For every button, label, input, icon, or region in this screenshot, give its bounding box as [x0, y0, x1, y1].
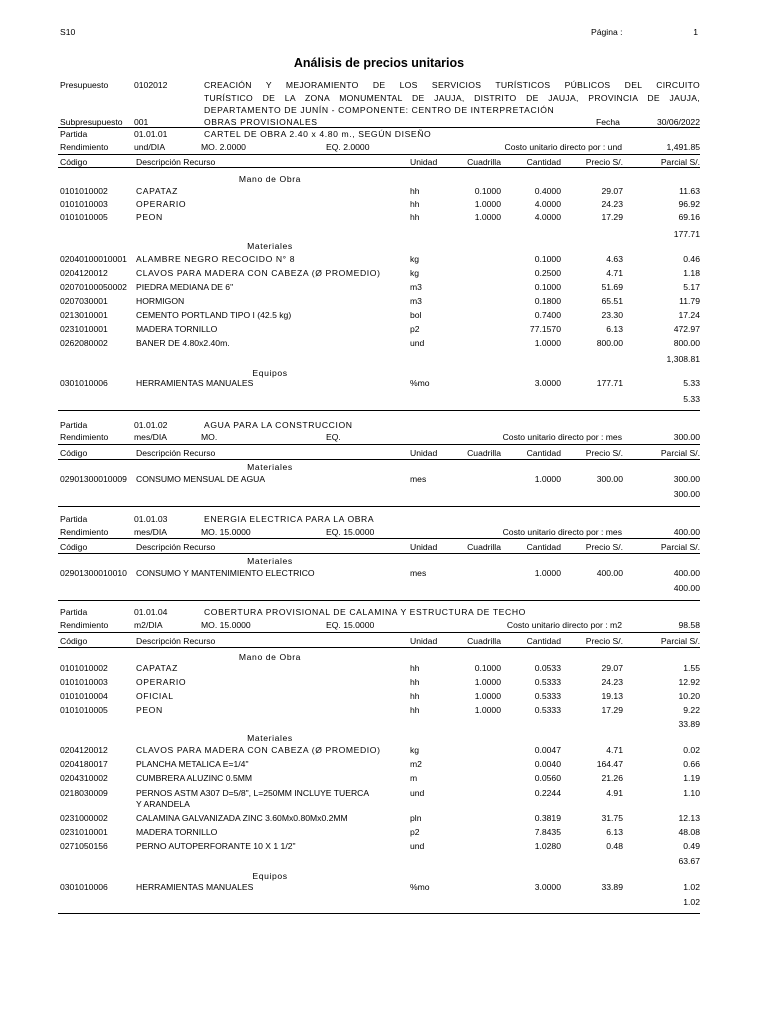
row-precio: 21.26	[601, 773, 623, 783]
row-unit: %mo	[410, 378, 430, 388]
row-precio: 0.48	[606, 841, 623, 851]
row-code: 0204120012	[60, 745, 108, 755]
row-precio: 24.23	[601, 199, 623, 209]
section-title: Materiales	[247, 556, 293, 566]
col-codigo: Código	[60, 157, 88, 167]
row-code: 02070100050002	[60, 282, 127, 292]
equipo-rend: EQ. 15.0000	[326, 527, 375, 537]
presupuesto-desc-line3: DEPARTAMENTO DE JUNÍN - COMPONENTE: CENTRO DE INTERPRETACIÓN	[204, 105, 555, 115]
row-desc-continued: Y ARANDELA	[136, 799, 190, 809]
row-unit: kg	[410, 268, 420, 278]
col-cuadrilla: Cuadrilla	[467, 157, 501, 167]
row-unit: mes	[410, 568, 427, 578]
row-precio: 4.63	[606, 254, 623, 264]
row-code: 0204310002	[60, 773, 108, 783]
row-unit: bol	[410, 310, 422, 320]
rendimiento-unit: und/DIA	[134, 142, 166, 152]
row-desc: CUMBRERA ALUZINC 0.5MM	[136, 773, 253, 783]
row-unit: m2	[410, 759, 422, 769]
costo-unitario-value: 98.58	[678, 620, 700, 630]
row-cantidad: 3.0000	[534, 882, 561, 892]
mano-obra-rend: MO. 15.0000	[201, 620, 251, 630]
row-cantidad: 0.5333	[534, 705, 561, 715]
row-cantidad: 0.4000	[534, 186, 561, 196]
row-desc: CLAVOS PARA MADERA CON CABEZA (Ø PROMEDIO)	[136, 745, 381, 755]
row-code: 0231000002	[60, 813, 108, 823]
row-cantidad: 0.7400	[534, 310, 561, 320]
presupuesto-code: 0102012	[134, 80, 168, 90]
row-parcial: 17.24	[678, 310, 700, 320]
row-unit: hh	[410, 677, 420, 687]
row-cantidad: 4.0000	[534, 199, 561, 209]
row-parcial: 5.33	[683, 378, 700, 388]
divider	[58, 167, 700, 168]
section-title: Materiales	[247, 462, 293, 472]
row-desc: PERNOS ASTM A307 D=5/8", L=250MM INCLUYE TUERCA	[136, 788, 370, 798]
equipo-rend: EQ.	[326, 432, 341, 442]
col-descripcion: Descripción Recurso	[136, 448, 216, 458]
row-desc: PEON	[136, 705, 163, 715]
row-code: 0101010004	[60, 691, 108, 701]
row-desc: PERNO AUTOPERFORANTE 10 X 1 1/2"	[136, 841, 296, 851]
costo-unitario-value: 300.00	[673, 432, 700, 442]
row-parcial: 48.08	[678, 827, 700, 837]
presupuesto-label: Presupuesto	[60, 80, 109, 90]
section-title: Mano de Obra	[238, 652, 302, 662]
row-parcial: 12.13	[678, 813, 700, 823]
row-cantidad: 0.5333	[534, 691, 561, 701]
partida-code: 01.01.02	[134, 420, 168, 430]
partida-label: Partida	[60, 129, 88, 139]
row-code: 02901300010009	[60, 474, 127, 484]
row-unit: und	[410, 841, 425, 851]
row-cantidad: 1.0000	[534, 474, 561, 484]
row-unit: p2	[410, 827, 420, 837]
row-precio: 29.07	[601, 663, 623, 673]
row-desc: CALAMINA GALVANIZADA ZINC 3.60Mx0.80Mx0.2MM	[136, 813, 348, 823]
row-precio: 29.07	[601, 186, 623, 196]
row-precio: 65.51	[601, 296, 623, 306]
row-cantidad: 0.0040	[534, 759, 561, 769]
section-subtotal: 33.89	[678, 719, 700, 729]
row-desc: HERRAMIENTAS MANUALES	[136, 882, 254, 892]
row-desc: CONSUMO MENSUAL DE AGUA	[136, 474, 266, 484]
partida-code: 01.01.01	[134, 129, 168, 139]
row-code: 0301010006	[60, 378, 108, 388]
row-cantidad: 1.0280	[534, 841, 561, 851]
row-parcial: 12.92	[678, 677, 700, 687]
partida-code: 01.01.03	[134, 514, 168, 524]
row-parcial: 96.92	[678, 199, 700, 209]
row-unit: mes	[410, 474, 427, 484]
row-unit: kg	[410, 745, 420, 755]
row-desc: BANER DE 4.80x2.40m.	[136, 338, 230, 348]
row-cuadrilla: 1.0000	[474, 677, 501, 687]
row-unit: hh	[410, 691, 420, 701]
row-parcial: 11.79	[679, 296, 700, 306]
row-desc: OPERARIO	[136, 199, 187, 209]
row-desc: CONSUMO Y MANTENIMIENTO ELECTRICO	[136, 568, 315, 578]
divider	[58, 600, 700, 601]
row-precio: 800.00	[596, 338, 623, 348]
section-title: Equipos	[252, 368, 288, 378]
row-desc: CLAVOS PARA MADERA CON CABEZA (Ø PROMEDIO)	[136, 268, 381, 278]
row-cantidad: 4.0000	[534, 212, 561, 222]
row-parcial: 800.00	[673, 338, 700, 348]
row-code: 0101010002	[60, 186, 108, 196]
row-code: 0207030001	[60, 296, 108, 306]
section-title: Materiales	[247, 733, 293, 743]
row-cuadrilla: 1.0000	[474, 691, 501, 701]
rendimiento-unit: mes/DIA	[134, 527, 167, 537]
presupuesto-desc-line1: CREACIÓN Y MEJORAMIENTO DE LOS SERVICIOS TURÍSTICOS PÚBLICOS DEL CIRCUITO	[204, 80, 700, 90]
row-desc: CEMENTO PORTLAND TIPO I (42.5 kg)	[136, 310, 292, 320]
row-cantidad: 0.3819	[534, 813, 561, 823]
row-desc: MADERA TORNILLO	[136, 827, 218, 837]
costo-unitario-label: Costo unitario directo por : mes	[502, 432, 622, 442]
row-code: 0213010001	[60, 310, 108, 320]
row-parcial: 1.19	[683, 773, 700, 783]
subpresupuesto-desc: OBRAS PROVISIONALES	[204, 117, 318, 127]
fecha-label: Fecha	[596, 117, 620, 127]
costo-unitario-value: 400.00	[673, 527, 700, 537]
mano-obra-rend: MO. 15.0000	[201, 527, 251, 537]
row-parcial: 0.49	[683, 841, 700, 851]
row-unit: hh	[410, 663, 420, 673]
row-cantidad: 77.1570	[529, 324, 561, 334]
fecha-value: 30/06/2022	[656, 117, 700, 127]
divider	[58, 410, 700, 411]
col-cantidad: Cantidad	[526, 448, 561, 458]
mano-obra-rend: MO.	[201, 432, 218, 442]
row-precio: 4.71	[606, 268, 623, 278]
page-title: Análisis de precios unitarios	[293, 56, 465, 70]
col-unidad: Unidad	[410, 157, 438, 167]
row-code: 0101010005	[60, 212, 108, 222]
row-parcial: 472.97	[673, 324, 700, 334]
row-code: 0231010001	[60, 324, 108, 334]
row-precio: 24.23	[601, 677, 623, 687]
row-parcial: 9.22	[683, 705, 700, 715]
col-cantidad: Cantidad	[526, 636, 561, 646]
row-precio: 6.13	[606, 827, 623, 837]
col-cuadrilla: Cuadrilla	[467, 448, 501, 458]
col-precio: Precio S/.	[585, 157, 623, 167]
row-desc: PEON	[136, 212, 163, 222]
row-precio: 51.69	[601, 282, 623, 292]
row-code: 0101010002	[60, 663, 108, 673]
row-parcial: 11.63	[679, 186, 700, 196]
row-unit: m3	[410, 296, 422, 306]
row-cantidad: 0.2500	[534, 268, 561, 278]
row-parcial: 0.66	[683, 759, 700, 769]
row-unit: hh	[410, 705, 420, 715]
divider	[58, 553, 700, 554]
divider	[58, 913, 700, 914]
col-parcial: Parcial S/.	[660, 157, 700, 167]
costo-unitario-label: Costo unitario directo por : mes	[502, 527, 622, 537]
col-cuadrilla: Cuadrilla	[467, 636, 501, 646]
row-precio: 6.13	[606, 324, 623, 334]
subpresupuesto-code: 001	[134, 117, 149, 127]
row-unit: hh	[410, 199, 420, 209]
col-codigo: Código	[60, 448, 88, 458]
row-precio: 19.13	[601, 691, 623, 701]
costo-unitario-value: 1,491.85	[666, 142, 700, 152]
row-code: 0271050156	[60, 841, 108, 851]
partida-label: Partida	[60, 514, 88, 524]
rendimiento-label: Rendimiento	[60, 142, 109, 152]
col-unidad: Unidad	[410, 542, 438, 552]
row-cantidad: 0.1800	[534, 296, 561, 306]
row-unit: m3	[410, 282, 422, 292]
row-desc: PLANCHA METALICA E=1/4"	[136, 759, 249, 769]
divider	[58, 444, 700, 445]
row-precio: 17.29	[601, 212, 623, 222]
rendimiento-unit: mes/DIA	[134, 432, 167, 442]
rendimiento-label: Rendimiento	[60, 620, 109, 630]
row-precio: 33.89	[601, 882, 623, 892]
row-unit: hh	[410, 212, 420, 222]
row-desc: CAPATAZ	[136, 663, 178, 673]
section-title: Equipos	[252, 871, 288, 881]
section-subtotal: 400.00	[673, 583, 700, 593]
row-unit: kg	[410, 254, 420, 264]
equipo-rend: EQ. 2.0000	[326, 142, 370, 152]
row-precio: 400.00	[596, 568, 623, 578]
col-precio: Precio S/.	[585, 636, 623, 646]
row-cantidad: 0.0560	[534, 773, 561, 783]
row-precio: 17.29	[601, 705, 623, 715]
row-code: 0204180017	[60, 759, 108, 769]
row-parcial: 300.00	[673, 474, 700, 484]
col-unidad: Unidad	[410, 636, 438, 646]
col-precio: Precio S/.	[585, 542, 623, 552]
row-parcial: 0.02	[683, 745, 700, 755]
row-cantidad: 0.5333	[534, 677, 561, 687]
row-parcial: 1.55	[683, 663, 700, 673]
costo-unitario-label: Costo unitario directo por : und	[504, 142, 622, 152]
row-cuadrilla: 0.1000	[474, 663, 501, 673]
row-unit: und	[410, 338, 425, 348]
col-unidad: Unidad	[410, 448, 438, 458]
partida-name: ENERGIA ELECTRICA PARA LA OBRA	[204, 514, 375, 524]
col-descripcion: Descripción Recurso	[136, 636, 216, 646]
row-unit: p2	[410, 324, 420, 334]
row-precio: 164.47	[596, 759, 623, 769]
divider	[58, 538, 700, 539]
row-parcial: 400.00	[673, 568, 700, 578]
row-code: 02040100010001	[60, 254, 127, 264]
col-parcial: Parcial S/.	[660, 636, 700, 646]
row-parcial: 1.10	[683, 788, 700, 798]
section-title: Materiales	[247, 241, 293, 251]
row-precio: 31.75	[601, 813, 623, 823]
col-cantidad: Cantidad	[526, 542, 561, 552]
row-precio: 4.91	[606, 788, 623, 798]
row-precio: 4.71	[606, 745, 623, 755]
row-parcial: 69.16	[678, 212, 700, 222]
section-subtotal: 5.33	[683, 394, 700, 404]
row-cantidad: 1.0000	[534, 568, 561, 578]
row-precio: 300.00	[596, 474, 623, 484]
page-number: 1	[693, 27, 698, 37]
col-descripcion: Descripción Recurso	[136, 157, 216, 167]
row-parcial: 5.17	[683, 282, 700, 292]
row-parcial: 1.18	[683, 268, 700, 278]
row-cantidad: 0.1000	[534, 254, 561, 264]
presupuesto-desc-line2: TURÍSTICO DE LA ZONA MONUMENTAL DE JAUJA, DISTRITO DE JAUJA, PROVINCIA DE JAUJA,	[204, 93, 700, 103]
row-code: 0218030009	[60, 788, 108, 798]
divider	[58, 154, 700, 155]
row-unit: m	[410, 773, 418, 783]
col-precio: Precio S/.	[585, 448, 623, 458]
mano-obra-rend: MO. 2.0000	[201, 142, 246, 152]
row-unit: pln	[410, 813, 422, 823]
row-code: 0301010006	[60, 882, 108, 892]
row-parcial: 1.02	[683, 882, 700, 892]
row-precio: 23.30	[601, 310, 623, 320]
partida-name: CARTEL DE OBRA 2.40 x 4.80 m., SEGÚN DISEÑO	[204, 129, 432, 139]
row-desc: ALAMBRE NEGRO RECOCIDO N° 8	[136, 254, 296, 264]
row-desc: OPERARIO	[136, 677, 187, 687]
col-parcial: Parcial S/.	[660, 448, 700, 458]
divider	[58, 506, 700, 507]
rendimiento-label: Rendimiento	[60, 527, 109, 537]
row-code: 0101010003	[60, 199, 108, 209]
row-cuadrilla: 1.0000	[474, 705, 501, 715]
row-cantidad: 7.8435	[534, 827, 561, 837]
row-unit: und	[410, 788, 425, 798]
rendimiento-label: Rendimiento	[60, 432, 109, 442]
col-cuadrilla: Cuadrilla	[467, 542, 501, 552]
row-cantidad: 0.0047	[534, 745, 561, 755]
row-precio: 177.71	[596, 378, 623, 388]
divider	[58, 127, 700, 128]
row-code: 0262080002	[60, 338, 108, 348]
section-title: Mano de Obra	[238, 174, 302, 184]
row-cuadrilla: 1.0000	[474, 199, 501, 209]
col-codigo: Código	[60, 636, 88, 646]
row-cuadrilla: 0.1000	[474, 186, 501, 196]
row-desc: OFICIAL	[136, 691, 174, 701]
section-subtotal: 1.02	[683, 897, 700, 907]
row-parcial: 10.20	[678, 691, 700, 701]
row-parcial: 0.46	[683, 254, 700, 264]
col-codigo: Código	[60, 542, 88, 552]
partida-label: Partida	[60, 420, 88, 430]
row-desc: MADERA TORNILLO	[136, 324, 218, 334]
partida-name: COBERTURA PROVISIONAL DE CALAMINA Y ESTRUCTURA DE TECHO	[204, 607, 526, 617]
row-code: 0101010003	[60, 677, 108, 687]
row-unit: %mo	[410, 882, 430, 892]
row-code: 0231010001	[60, 827, 108, 837]
row-unit: hh	[410, 186, 420, 196]
col-parcial: Parcial S/.	[660, 542, 700, 552]
rendimiento-unit: m2/DIA	[134, 620, 163, 630]
row-cantidad: 1.0000	[534, 338, 561, 348]
col-cantidad: Cantidad	[526, 157, 561, 167]
divider	[58, 632, 700, 633]
row-cantidad: 3.0000	[534, 378, 561, 388]
subpresupuesto-label: Subpresupuesto	[60, 117, 123, 127]
section-subtotal: 177.71	[673, 229, 700, 239]
report-code: S10	[60, 27, 76, 37]
page-label: Página :	[591, 27, 623, 37]
row-code: 02901300010010	[60, 568, 127, 578]
partida-name: AGUA PARA LA CONSTRUCCION	[204, 420, 353, 430]
equipo-rend: EQ. 15.0000	[326, 620, 375, 630]
partida-label: Partida	[60, 607, 88, 617]
row-desc: HORMIGON	[136, 296, 185, 306]
costo-unitario-label: Costo unitario directo por : m2	[506, 620, 622, 630]
row-desc: CAPATAZ	[136, 186, 178, 196]
row-desc: PIEDRA MEDIANA DE 6"	[136, 282, 234, 292]
col-descripcion: Descripción Recurso	[136, 542, 216, 552]
section-subtotal: 63.67	[678, 856, 700, 866]
row-code: 0204120012	[60, 268, 108, 278]
section-subtotal: 1,308.81	[666, 354, 700, 364]
row-cantidad: 0.0533	[534, 663, 561, 673]
row-desc: HERRAMIENTAS MANUALES	[136, 378, 254, 388]
row-cantidad: 0.1000	[534, 282, 561, 292]
divider	[58, 459, 700, 460]
partida-code: 01.01.04	[134, 607, 168, 617]
row-cantidad: 0.2244	[534, 788, 561, 798]
section-subtotal: 300.00	[673, 489, 700, 499]
divider	[58, 647, 700, 648]
row-cuadrilla: 1.0000	[474, 212, 501, 222]
row-code: 0101010005	[60, 705, 108, 715]
